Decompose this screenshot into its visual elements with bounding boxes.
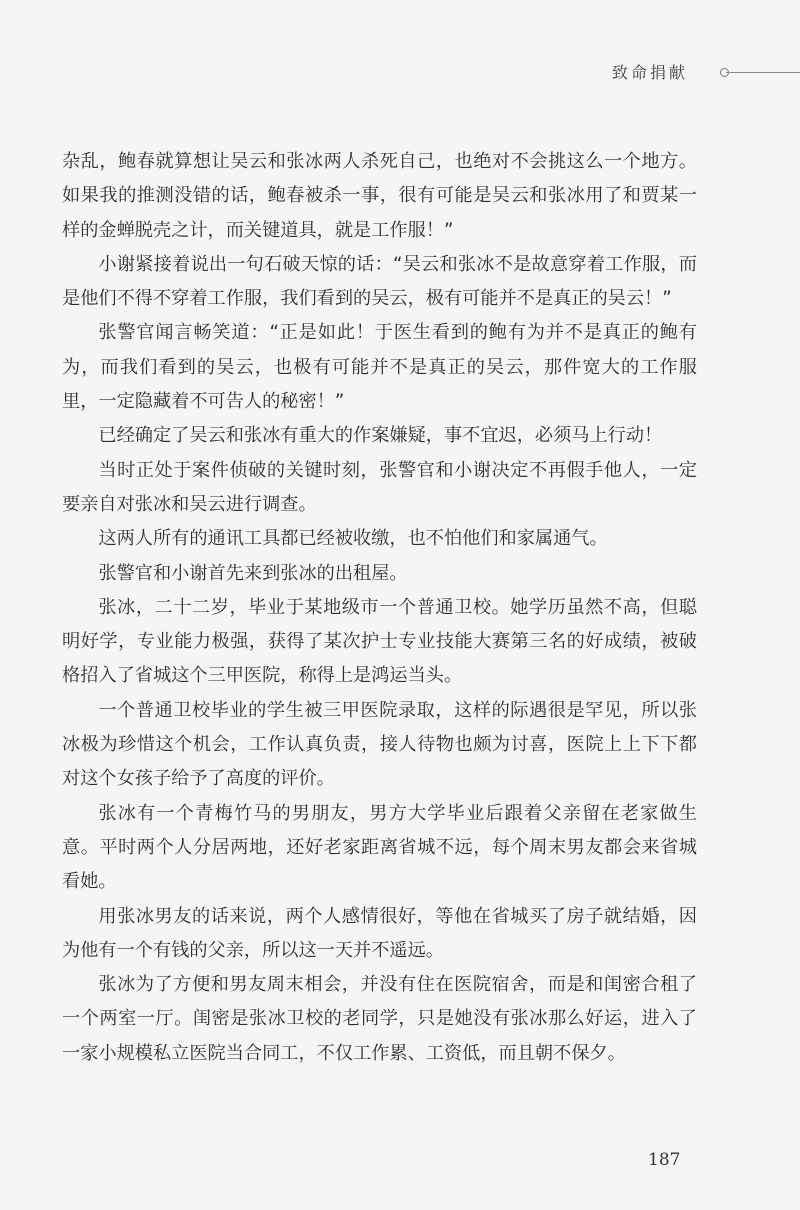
paragraph: 张冰，二十二岁，毕业于某地级市一个普通卫校。她学历虽然不高，但聪明好学，专业能力极强，获得了某次护士专业技能大赛第三名的好成绩，被破格招入了省城这个三甲医院，称得上是鸿运当头。 [62,596,697,687]
paragraph: 用张冰男友的话来说，两个人感情很好，等他在省城买了房子就结婚，因为他有一个有钱的父亲，所以这一天并不遥远。 [62,905,697,961]
paragraph: 已经确定了吴云和张冰有重大的作案嫌疑，事不宜迟，必须马上行动！ [98,425,663,447]
paragraph: 张警官闻言畅笑道：“正是如此！于医生看到的鲍有为并不是真正的鲍有为，而我们看到的吴云，也极有可能并不是真正的吴云，那件宽大的工作服里，一定隐藏着不可告人的秘密！” [62,322,697,413]
page-number: 187 [648,1150,681,1170]
paragraph: 张冰为了方便和男友周末相会，并没有住在医院宿舍，而是和闺密合租了一个两室一厅。闺密是张冰卫校的老同学，只是她没有张冰那么好运，进入了一家小规模私立医院当合同工，不仅工作累、工资低，而且朝不保夕。 [62,974,697,1064]
header-title: 致命捐献 [612,63,689,82]
paragraph: 张警官和小谢首先来到张冰的出租屋。 [98,562,408,584]
paragraph: 当时正处于案件侦破的关键时刻，张警官和小谢决定不再假手他人，一定要亲自对张冰和吴云进行调查。 [62,459,697,515]
running-header [560,58,800,88]
body-text [62,145,697,1071]
paragraph: 杂乱，鲍春就算想让吴云和张冰两人杀死自己，也绝对不会挑这么一个地方。如果我的推测没错的话，鲍春被杀一事，很有可能是吴云和张冰用了和贾某一样的金蝉脱壳之计，而关键道具，就是工作服！” [62,151,697,241]
paragraph: 这两人所有的通讯工具都已经被收缴，也不怕他们和家属通气。 [98,528,608,550]
paragraph: 一个普通卫校毕业的学生被三甲医院录取，这样的际遇很是罕见，所以张冰极为珍惜这个机会，工作认真负责，接人待物也颇为讨喜，医院上上下下都对这个女孩子给予了高度的评价。 [62,699,697,790]
header-rule [726,72,800,73]
paragraph: 小谢紧接着说出一句石破天惊的话：“吴云和张冰不是故意穿着工作服，而是他们不得不穿着工作服，我们看到的吴云，极有可能并不是真正的吴云！” [62,253,697,310]
paragraph: 张冰有一个青梅竹马的男朋友，男方大学毕业后跟着父亲留在老家做生意。平时两个人分居两地，还好老家距离省城不远，每个周末男友都会来省城看她。 [62,802,697,893]
